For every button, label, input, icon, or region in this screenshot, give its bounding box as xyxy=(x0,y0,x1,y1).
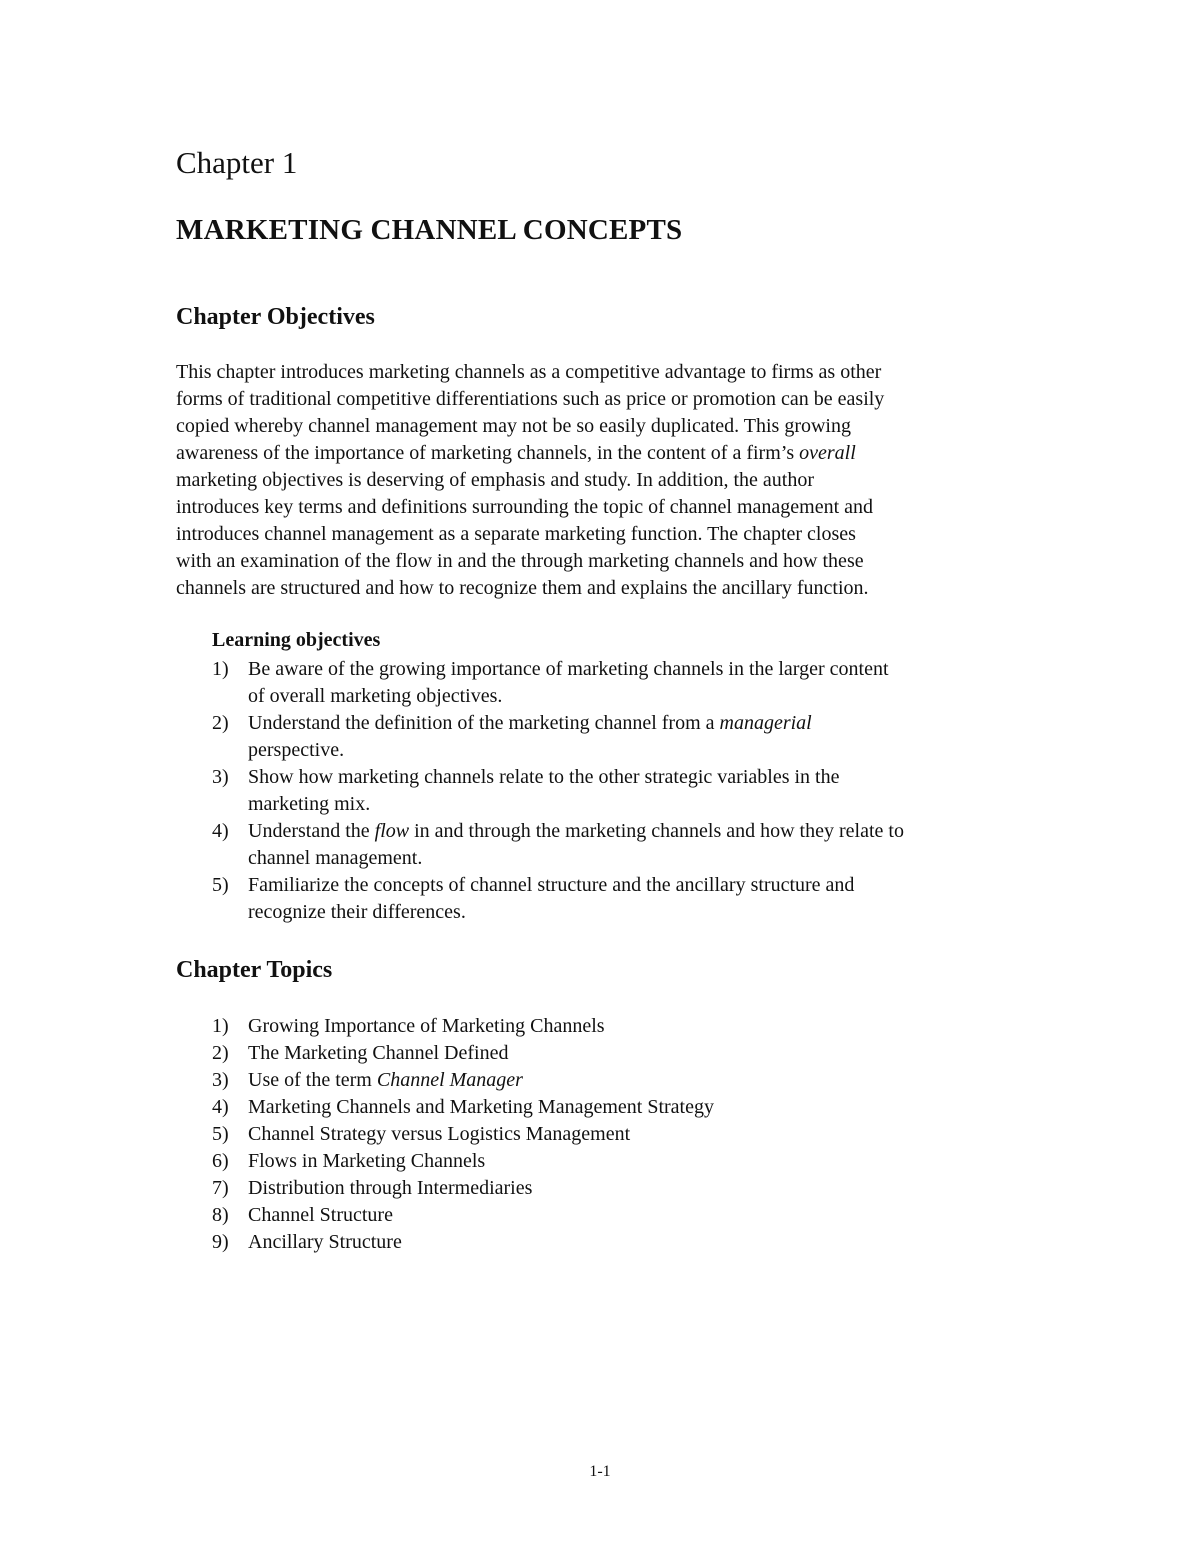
text-run: Marketing Channels and Marketing Management Strategy xyxy=(248,1096,714,1118)
list-item-number: 8) xyxy=(212,1204,229,1226)
list-item xyxy=(212,818,904,872)
paragraph-line xyxy=(176,521,856,548)
list-item xyxy=(212,1094,714,1121)
list-item-text xyxy=(248,1121,714,1148)
text-run: Be aware of the growing importance of marketing channels in the larger content xyxy=(248,658,889,680)
text-run: Distribution through Intermediaries xyxy=(248,1177,533,1199)
list-item-text xyxy=(248,845,904,872)
list-item-text xyxy=(248,1094,714,1121)
list-item-number: 3) xyxy=(212,1069,229,1091)
learning-objectives-heading: Learning objectives xyxy=(212,629,381,651)
list-item-text xyxy=(248,899,904,926)
text-run: This chapter introduces marketing channels as a competitive advantage to firms as other xyxy=(176,361,882,383)
list-item-text xyxy=(248,656,904,683)
list-item-text xyxy=(248,791,904,818)
list-item xyxy=(212,656,904,710)
text-run: copied whereby channel management may not be so easily duplicated. This growing xyxy=(176,415,851,437)
list-item xyxy=(212,1040,714,1067)
emphasized-text: overall xyxy=(799,442,856,464)
page-number: 1-1 xyxy=(589,1463,611,1480)
list-item-text xyxy=(248,1013,714,1040)
text-run: in and through the marketing channels and how they relate to xyxy=(409,820,904,842)
text-run: channels are structured and how to recognize them and explains the ancillary function. xyxy=(176,577,869,599)
list-item-number: 2) xyxy=(212,712,229,734)
list-item xyxy=(212,1121,714,1148)
list-item-number: 9) xyxy=(212,1231,229,1253)
list-item-number: 6) xyxy=(212,1150,229,1172)
learning-objectives-list xyxy=(212,656,904,926)
paragraph-line xyxy=(176,386,884,413)
paragraph-line xyxy=(176,494,873,521)
text-run: channel management. xyxy=(248,847,423,869)
list-item-text xyxy=(248,1229,714,1256)
list-item-text xyxy=(248,683,904,710)
list-item-number: 4) xyxy=(212,820,229,842)
text-run: introduces channel management as a separate marketing function. The chapter closes xyxy=(176,523,856,545)
chapter-topics-list xyxy=(212,1013,714,1256)
list-item-text xyxy=(248,1202,714,1229)
text-run: perspective. xyxy=(248,739,345,761)
text-run: Show how marketing channels relate to the other strategic variables in the xyxy=(248,766,840,788)
text-run: forms of traditional competitive differentiations such as price or promotion can be easily xyxy=(176,388,885,410)
page-title: MARKETING CHANNEL CONCEPTS xyxy=(176,214,683,246)
text-run: Familiarize the concepts of channel structure and the ancillary structure and xyxy=(248,874,855,896)
paragraph-line xyxy=(176,548,864,575)
emphasized-text: managerial xyxy=(719,712,812,734)
text-run: marketing objectives is deserving of emphasis and study. In addition, the author xyxy=(176,469,815,491)
text-run: Flows in Marketing Channels xyxy=(248,1150,486,1172)
text-run: Understand the xyxy=(248,820,375,842)
text-run: Growing Importance of Marketing Channels xyxy=(248,1015,605,1037)
list-item xyxy=(212,1013,714,1040)
list-item xyxy=(212,1202,714,1229)
paragraph-line xyxy=(176,413,851,440)
paragraph-line xyxy=(176,575,869,602)
list-item xyxy=(212,1175,714,1202)
paragraph-line xyxy=(176,359,881,386)
chapter-objectives-heading: Chapter Objectives xyxy=(176,304,375,330)
list-item xyxy=(212,710,904,764)
list-item xyxy=(212,764,904,818)
text-run: recognize their differences. xyxy=(248,901,466,923)
list-item-number: 3) xyxy=(212,766,229,788)
list-item-number: 2) xyxy=(212,1042,229,1064)
text-run: Channel Strategy versus Logistics Management xyxy=(248,1123,631,1145)
list-item-number: 4) xyxy=(212,1096,229,1118)
text-run: introduces key terms and definitions surrounding the topic of channel management and xyxy=(176,496,874,518)
paragraph-line xyxy=(176,467,814,494)
list-item xyxy=(212,872,904,926)
list-item-text xyxy=(248,818,904,845)
list-item-number: 1) xyxy=(212,658,229,680)
emphasized-text: Channel Manager xyxy=(376,1069,523,1091)
list-item-number: 1) xyxy=(212,1015,229,1037)
text-run: Understand the definition of the marketing channel from a xyxy=(248,712,720,734)
paragraph-line xyxy=(176,440,856,467)
text-run: marketing mix. xyxy=(248,793,371,815)
text-run: Use of the term xyxy=(248,1069,377,1091)
list-item-text xyxy=(248,1148,714,1175)
list-item-text xyxy=(248,764,904,791)
text-run: of overall marketing objectives. xyxy=(248,685,503,707)
text-run: Ancillary Structure xyxy=(248,1231,402,1253)
list-item xyxy=(212,1067,714,1094)
list-item-text xyxy=(248,1067,714,1094)
list-item-text xyxy=(248,872,904,899)
emphasized-text: flow xyxy=(374,820,410,842)
chapter-topics-heading: Chapter Topics xyxy=(176,957,333,983)
text-run: Channel Structure xyxy=(248,1204,393,1226)
list-item-text xyxy=(248,1040,714,1067)
list-item-number: 7) xyxy=(212,1177,229,1199)
list-item-number: 5) xyxy=(212,1123,229,1145)
text-run: awareness of the importance of marketing channels, in the content of a firm’s xyxy=(176,442,800,464)
text-run: with an examination of the flow in and the through marketing channels and how these xyxy=(176,550,864,572)
chapter-label: Chapter 1 xyxy=(176,145,298,180)
text-run: The Marketing Channel Defined xyxy=(248,1042,509,1064)
list-item-text xyxy=(248,1175,714,1202)
list-item xyxy=(212,1229,714,1256)
list-item-text xyxy=(248,710,904,737)
list-item xyxy=(212,1148,714,1175)
list-item-text xyxy=(248,737,904,764)
list-item-number: 5) xyxy=(212,874,229,896)
